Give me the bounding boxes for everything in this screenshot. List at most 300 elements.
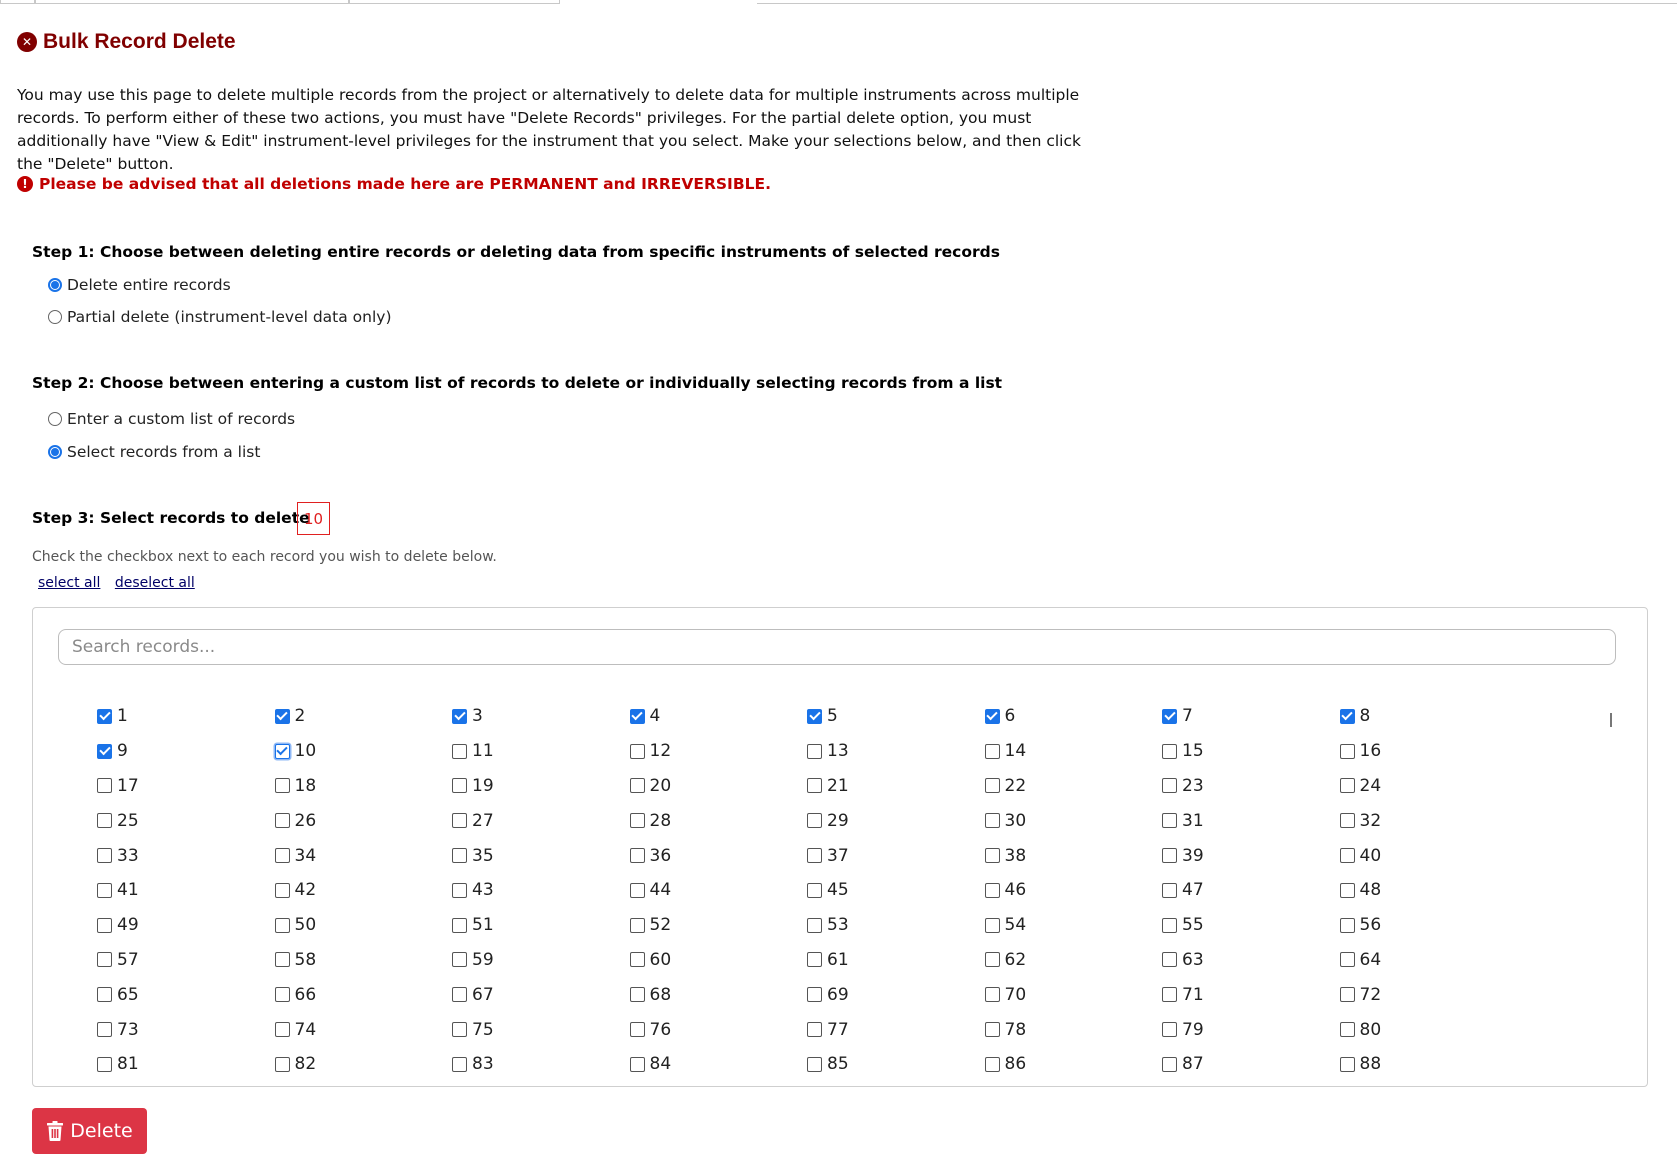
record-checkbox[interactable] bbox=[452, 918, 467, 933]
record-checkbox[interactable] bbox=[275, 813, 290, 828]
record-item[interactable] bbox=[630, 734, 808, 769]
record-label: 65 bbox=[117, 984, 139, 1005]
record-label: 36 bbox=[649, 845, 672, 866]
record-item[interactable] bbox=[1340, 1047, 1518, 1082]
record-label: 4 bbox=[649, 706, 661, 727]
record-item[interactable] bbox=[807, 1047, 985, 1082]
record-label: 68 bbox=[649, 984, 672, 1005]
scrollbar-thumb[interactable] bbox=[1610, 713, 1612, 727]
record-checkbox[interactable] bbox=[985, 1057, 1000, 1072]
record-checkbox[interactable] bbox=[630, 744, 645, 759]
record-item[interactable] bbox=[1162, 734, 1340, 769]
record-checkbox[interactable] bbox=[807, 883, 822, 898]
record-item[interactable] bbox=[97, 734, 275, 769]
record-checkbox[interactable] bbox=[985, 848, 1000, 863]
record-item[interactable] bbox=[985, 873, 1163, 908]
record-item[interactable] bbox=[985, 908, 1163, 943]
record-checkbox[interactable] bbox=[1340, 848, 1355, 863]
record-checkbox[interactable] bbox=[97, 987, 112, 1002]
record-checkbox[interactable] bbox=[275, 744, 290, 759]
record-label: 15 bbox=[1182, 741, 1204, 762]
radio-label: Delete entire records bbox=[67, 276, 231, 294]
record-label: 64 bbox=[1359, 949, 1382, 970]
step1-heading: Step 1: Choose between deleting entire records or deleting data from specific instruments of selected records bbox=[32, 243, 1000, 261]
record-checkbox[interactable] bbox=[630, 848, 645, 863]
record-label: 19 bbox=[472, 775, 494, 796]
record-item[interactable] bbox=[807, 769, 985, 804]
record-checkbox[interactable] bbox=[1340, 709, 1355, 724]
page-header bbox=[17, 28, 236, 56]
record-label: 9 bbox=[117, 741, 128, 762]
record-item[interactable] bbox=[630, 977, 808, 1012]
record-item[interactable] bbox=[97, 699, 275, 734]
tab-edge bbox=[0, 0, 36, 4]
record-item[interactable] bbox=[630, 873, 808, 908]
record-checkbox[interactable] bbox=[1162, 883, 1177, 898]
record-label: 21 bbox=[827, 775, 849, 796]
record-item[interactable] bbox=[275, 873, 453, 908]
record-label: 76 bbox=[649, 1019, 672, 1040]
record-item[interactable] bbox=[452, 1012, 630, 1047]
record-label: 48 bbox=[1359, 880, 1382, 901]
record-label: 12 bbox=[649, 741, 672, 762]
record-label: 37 bbox=[827, 845, 849, 866]
record-label: 51 bbox=[472, 915, 494, 936]
record-checkbox[interactable] bbox=[452, 813, 467, 828]
record-checkbox[interactable] bbox=[807, 848, 822, 863]
record-item[interactable] bbox=[1162, 803, 1340, 838]
record-label: 72 bbox=[1359, 984, 1382, 1005]
record-item[interactable] bbox=[452, 803, 630, 838]
record-label: 14 bbox=[1004, 741, 1027, 762]
record-label: 66 bbox=[294, 984, 317, 1005]
record-label: 88 bbox=[1359, 1054, 1382, 1075]
record-label: 10 bbox=[294, 741, 317, 762]
radio-button[interactable] bbox=[48, 278, 62, 292]
record-checkbox[interactable] bbox=[630, 813, 645, 828]
record-item[interactable] bbox=[630, 1047, 808, 1082]
record-checkbox[interactable] bbox=[985, 813, 1000, 828]
record-item[interactable] bbox=[275, 1047, 453, 1082]
record-checkbox[interactable] bbox=[630, 709, 645, 724]
record-label: 2 bbox=[294, 706, 306, 727]
record-checkbox[interactable] bbox=[630, 987, 645, 1002]
record-checkbox[interactable] bbox=[452, 848, 467, 863]
record-item[interactable] bbox=[97, 908, 275, 943]
record-checkbox[interactable] bbox=[807, 813, 822, 828]
record-checkbox[interactable] bbox=[630, 778, 645, 793]
record-checkbox[interactable] bbox=[985, 778, 1000, 793]
record-checkbox[interactable] bbox=[97, 1022, 112, 1037]
select-all-link[interactable]: select all bbox=[38, 575, 101, 591]
record-item[interactable] bbox=[1162, 1012, 1340, 1047]
record-label: 59 bbox=[472, 949, 494, 970]
record-checkbox[interactable] bbox=[630, 1022, 645, 1037]
record-label: 60 bbox=[649, 949, 672, 970]
record-checkbox[interactable] bbox=[97, 709, 112, 724]
radio-partial-delete[interactable] bbox=[48, 308, 392, 326]
record-checkbox[interactable] bbox=[1162, 848, 1177, 863]
record-checkbox[interactable] bbox=[985, 883, 1000, 898]
record-label: 77 bbox=[827, 1019, 849, 1040]
search-input[interactable] bbox=[58, 629, 1616, 665]
record-item[interactable] bbox=[1340, 838, 1518, 873]
delete-button-label: Delete bbox=[70, 1120, 133, 1142]
record-item[interactable] bbox=[1340, 977, 1518, 1012]
record-label: 47 bbox=[1182, 880, 1204, 901]
record-checkbox[interactable] bbox=[1340, 744, 1355, 759]
record-checkbox[interactable] bbox=[452, 1057, 467, 1072]
record-item[interactable] bbox=[452, 943, 630, 978]
record-item[interactable] bbox=[275, 908, 453, 943]
record-label: 16 bbox=[1359, 741, 1382, 762]
record-checkbox[interactable] bbox=[97, 1057, 112, 1072]
record-label: 41 bbox=[117, 880, 139, 901]
record-label: 49 bbox=[117, 915, 139, 936]
page-title: Bulk Record Delete bbox=[43, 30, 236, 53]
radio-button[interactable] bbox=[48, 445, 62, 459]
record-label: 23 bbox=[1182, 775, 1204, 796]
record-checkbox[interactable] bbox=[1162, 1022, 1177, 1037]
record-item[interactable] bbox=[807, 1012, 985, 1047]
record-checkbox[interactable] bbox=[985, 1022, 1000, 1037]
record-item[interactable] bbox=[630, 769, 808, 804]
radio-label: Select records from a list bbox=[67, 443, 261, 461]
step2-heading: Step 2: Choose between entering a custom list of records to delete or individually selecting records from a list bbox=[32, 374, 1003, 392]
record-checkbox[interactable] bbox=[97, 813, 112, 828]
record-item[interactable] bbox=[1340, 734, 1518, 769]
record-checkbox[interactable] bbox=[275, 848, 290, 863]
record-checkbox[interactable] bbox=[97, 918, 112, 933]
record-checkbox[interactable] bbox=[1340, 952, 1355, 967]
record-label: 55 bbox=[1182, 915, 1204, 936]
record-checkbox[interactable] bbox=[807, 918, 822, 933]
radio-label: Enter a custom list of records bbox=[67, 410, 296, 428]
record-label: 35 bbox=[472, 845, 494, 866]
record-label: 17 bbox=[117, 775, 139, 796]
record-label: 46 bbox=[1004, 880, 1027, 901]
record-item[interactable] bbox=[452, 873, 630, 908]
record-label: 26 bbox=[294, 810, 317, 831]
record-item[interactable] bbox=[1340, 803, 1518, 838]
record-label: 24 bbox=[1359, 775, 1382, 796]
record-checkbox[interactable] bbox=[1340, 778, 1355, 793]
record-checkbox[interactable] bbox=[985, 952, 1000, 967]
record-label: 25 bbox=[117, 810, 139, 831]
record-item[interactable] bbox=[807, 873, 985, 908]
record-label: 11 bbox=[472, 741, 494, 762]
record-item[interactable] bbox=[452, 908, 630, 943]
record-label: 54 bbox=[1004, 915, 1027, 936]
record-checkbox[interactable] bbox=[452, 709, 467, 724]
record-item[interactable] bbox=[807, 977, 985, 1012]
record-checkbox[interactable] bbox=[985, 987, 1000, 1002]
record-checkbox[interactable] bbox=[807, 744, 822, 759]
record-label: 40 bbox=[1359, 845, 1382, 866]
record-label: 57 bbox=[117, 949, 139, 970]
record-item[interactable] bbox=[97, 1047, 275, 1082]
record-item[interactable] bbox=[97, 1012, 275, 1047]
record-checkbox[interactable] bbox=[452, 744, 467, 759]
record-checkbox[interactable] bbox=[630, 883, 645, 898]
record-checkbox[interactable] bbox=[452, 883, 467, 898]
warning-text: Please be advised that all deletions made here are PERMANENT and IRREVERSIBLE. bbox=[39, 175, 771, 193]
record-checkbox[interactable] bbox=[807, 1022, 822, 1037]
record-checkbox[interactable] bbox=[97, 744, 112, 759]
record-label: 34 bbox=[294, 845, 317, 866]
tab-edge bbox=[348, 0, 560, 4]
record-item[interactable] bbox=[97, 838, 275, 873]
record-checkbox[interactable] bbox=[1162, 709, 1177, 724]
record-label: 39 bbox=[1182, 845, 1204, 866]
record-checkbox[interactable] bbox=[807, 778, 822, 793]
selected-count-badge: 10 bbox=[297, 502, 330, 535]
record-label: 28 bbox=[649, 810, 672, 831]
record-checkbox[interactable] bbox=[275, 1022, 290, 1037]
record-item[interactable] bbox=[452, 1047, 630, 1082]
circle-x-icon: ✕ bbox=[17, 32, 37, 52]
record-checkbox[interactable] bbox=[97, 952, 112, 967]
record-item[interactable] bbox=[1162, 977, 1340, 1012]
record-label: 63 bbox=[1182, 949, 1204, 970]
record-item[interactable] bbox=[452, 769, 630, 804]
records-panel bbox=[32, 607, 1648, 1087]
record-checkbox[interactable] bbox=[807, 987, 822, 1002]
record-label: 50 bbox=[294, 915, 317, 936]
record-item[interactable] bbox=[275, 699, 453, 734]
record-checkbox[interactable] bbox=[452, 778, 467, 793]
record-checkbox[interactable] bbox=[1340, 883, 1355, 898]
record-checkbox[interactable] bbox=[1340, 918, 1355, 933]
record-checkbox[interactable] bbox=[275, 709, 290, 724]
record-item[interactable] bbox=[275, 803, 453, 838]
record-label: 71 bbox=[1182, 984, 1204, 1005]
record-item[interactable] bbox=[452, 838, 630, 873]
record-item[interactable] bbox=[275, 1012, 453, 1047]
record-item[interactable] bbox=[452, 977, 630, 1012]
record-item[interactable] bbox=[452, 699, 630, 734]
record-item[interactable] bbox=[807, 803, 985, 838]
record-item[interactable] bbox=[985, 838, 1163, 873]
record-checkbox[interactable] bbox=[1340, 1057, 1355, 1072]
record-label: 44 bbox=[649, 880, 672, 901]
record-checkbox[interactable] bbox=[1340, 987, 1355, 1002]
record-item[interactable] bbox=[1162, 943, 1340, 978]
record-label: 82 bbox=[294, 1054, 317, 1075]
record-item[interactable] bbox=[1162, 838, 1340, 873]
record-checkbox[interactable] bbox=[97, 883, 112, 898]
record-item[interactable] bbox=[1340, 908, 1518, 943]
record-checkbox[interactable] bbox=[1162, 987, 1177, 1002]
record-label: 74 bbox=[294, 1019, 317, 1040]
record-label: 61 bbox=[827, 949, 849, 970]
radio-button[interactable] bbox=[48, 310, 62, 324]
record-label: 22 bbox=[1004, 775, 1027, 796]
radio-delete-entire[interactable] bbox=[48, 276, 231, 294]
record-item[interactable] bbox=[630, 699, 808, 734]
record-label: 45 bbox=[827, 880, 849, 901]
record-item[interactable] bbox=[275, 769, 453, 804]
record-checkbox[interactable] bbox=[452, 987, 467, 1002]
record-checkbox[interactable] bbox=[275, 1057, 290, 1072]
record-label: 67 bbox=[472, 984, 494, 1005]
record-checkbox[interactable] bbox=[630, 918, 645, 933]
record-item[interactable] bbox=[97, 769, 275, 804]
radio-button[interactable] bbox=[48, 412, 62, 426]
record-item[interactable] bbox=[807, 734, 985, 769]
record-label: 83 bbox=[472, 1054, 494, 1075]
record-item[interactable] bbox=[97, 977, 275, 1012]
record-label: 3 bbox=[472, 706, 483, 727]
record-item[interactable] bbox=[1340, 873, 1518, 908]
record-item[interactable] bbox=[275, 838, 453, 873]
record-item[interactable] bbox=[807, 943, 985, 978]
record-checkbox[interactable] bbox=[275, 952, 290, 967]
record-label: 86 bbox=[1004, 1054, 1027, 1075]
record-item[interactable] bbox=[275, 734, 453, 769]
tab-baseline bbox=[757, 3, 1677, 4]
record-label: 6 bbox=[1004, 706, 1016, 727]
record-item[interactable] bbox=[807, 908, 985, 943]
record-checkbox[interactable] bbox=[630, 952, 645, 967]
record-item[interactable] bbox=[807, 699, 985, 734]
record-checkbox[interactable] bbox=[1162, 918, 1177, 933]
delete-button[interactable] bbox=[32, 1108, 147, 1154]
record-label: 7 bbox=[1182, 706, 1193, 727]
record-item[interactable] bbox=[985, 977, 1163, 1012]
record-checkbox[interactable] bbox=[1340, 813, 1355, 828]
record-checkbox[interactable] bbox=[452, 952, 467, 967]
record-item[interactable] bbox=[1162, 699, 1340, 734]
record-item[interactable] bbox=[985, 1012, 1163, 1047]
record-label: 31 bbox=[1182, 810, 1204, 831]
record-checkbox[interactable] bbox=[1162, 778, 1177, 793]
radio-custom-list[interactable] bbox=[48, 410, 295, 428]
record-label: 69 bbox=[827, 984, 849, 1005]
record-item[interactable] bbox=[97, 943, 275, 978]
record-item[interactable] bbox=[275, 977, 453, 1012]
warning-message bbox=[17, 175, 771, 193]
record-label: 5 bbox=[827, 706, 838, 727]
record-label: 27 bbox=[472, 810, 494, 831]
record-item[interactable] bbox=[985, 699, 1163, 734]
exclamation-circle-icon: ! bbox=[17, 176, 33, 192]
record-label: 52 bbox=[649, 915, 672, 936]
record-label: 1 bbox=[117, 706, 128, 727]
record-item[interactable] bbox=[630, 1012, 808, 1047]
record-item[interactable] bbox=[985, 1047, 1163, 1082]
record-label: 84 bbox=[649, 1054, 672, 1075]
record-label: 29 bbox=[827, 810, 849, 831]
record-label: 8 bbox=[1359, 706, 1371, 727]
record-label: 13 bbox=[827, 741, 849, 762]
record-item[interactable] bbox=[1162, 873, 1340, 908]
record-checkbox[interactable] bbox=[97, 778, 112, 793]
record-item[interactable] bbox=[452, 734, 630, 769]
record-item[interactable] bbox=[985, 943, 1163, 978]
record-checkbox[interactable] bbox=[807, 709, 822, 724]
record-checkbox[interactable] bbox=[275, 778, 290, 793]
record-item[interactable] bbox=[985, 803, 1163, 838]
record-label: 20 bbox=[649, 775, 672, 796]
record-item[interactable] bbox=[985, 769, 1163, 804]
record-checkbox[interactable] bbox=[275, 987, 290, 1002]
record-checkbox[interactable] bbox=[275, 883, 290, 898]
record-label: 33 bbox=[117, 845, 139, 866]
record-label: 75 bbox=[472, 1019, 494, 1040]
tab-edge bbox=[34, 0, 350, 4]
record-checkbox[interactable] bbox=[807, 1057, 822, 1072]
record-item[interactable] bbox=[630, 943, 808, 978]
record-checkbox[interactable] bbox=[1162, 813, 1177, 828]
record-checkbox[interactable] bbox=[1162, 952, 1177, 967]
record-label: 73 bbox=[117, 1019, 139, 1040]
record-item[interactable] bbox=[630, 838, 808, 873]
record-label: 81 bbox=[117, 1054, 139, 1075]
record-checkbox[interactable] bbox=[1340, 1022, 1355, 1037]
record-item[interactable] bbox=[985, 734, 1163, 769]
record-checkbox[interactable] bbox=[807, 952, 822, 967]
step3-hint: Check the checkbox next to each record you wish to delete below. bbox=[32, 549, 497, 565]
record-checkbox[interactable] bbox=[275, 918, 290, 933]
record-checkbox[interactable] bbox=[630, 1057, 645, 1072]
record-checkbox[interactable] bbox=[1162, 1057, 1177, 1072]
record-item[interactable] bbox=[1340, 1012, 1518, 1047]
record-checkbox[interactable] bbox=[1162, 744, 1177, 759]
record-item[interactable] bbox=[630, 803, 808, 838]
record-item[interactable] bbox=[1340, 699, 1518, 734]
record-checkbox[interactable] bbox=[452, 1022, 467, 1037]
record-item[interactable] bbox=[1340, 769, 1518, 804]
record-label: 78 bbox=[1004, 1019, 1027, 1040]
record-label: 70 bbox=[1004, 984, 1027, 1005]
record-label: 32 bbox=[1359, 810, 1382, 831]
record-item[interactable] bbox=[807, 838, 985, 873]
record-label: 56 bbox=[1359, 915, 1382, 936]
radio-select-list[interactable] bbox=[48, 443, 260, 461]
record-checkbox[interactable] bbox=[97, 848, 112, 863]
record-label: 62 bbox=[1004, 949, 1027, 970]
radio-label: Partial delete (instrument-level data only) bbox=[67, 308, 392, 326]
intro-text: You may use this page to delete multiple records from the project or alternatively to delete data for multiple instruments across multiple records. To perform either of these two actions, you must have "Delete Records" privileges. For the partial delete option, you must additionally have "View & Edit" instrument-level privileges for the instrument that you select. Make your selections below, and then click the "Delete" button. bbox=[17, 86, 1081, 173]
record-label: 30 bbox=[1004, 810, 1027, 831]
deselect-all-link[interactable]: deselect all bbox=[114, 575, 195, 591]
record-label: 85 bbox=[827, 1054, 849, 1075]
record-item[interactable] bbox=[97, 803, 275, 838]
record-label: 79 bbox=[1182, 1019, 1204, 1040]
record-item[interactable] bbox=[630, 908, 808, 943]
record-label: 18 bbox=[294, 775, 317, 796]
step3-heading: Step 3: Select records to delete bbox=[32, 509, 310, 527]
record-item[interactable] bbox=[1162, 908, 1340, 943]
record-label: 87 bbox=[1182, 1054, 1204, 1075]
record-item[interactable] bbox=[1162, 1047, 1340, 1082]
record-label: 58 bbox=[294, 949, 317, 970]
record-item[interactable] bbox=[275, 943, 453, 978]
record-checkbox[interactable] bbox=[985, 744, 1000, 759]
record-checkbox[interactable] bbox=[985, 918, 1000, 933]
record-item[interactable] bbox=[1162, 769, 1340, 804]
record-label: 42 bbox=[294, 880, 317, 901]
record-grid bbox=[97, 699, 1517, 1082]
record-label: 53 bbox=[827, 915, 849, 936]
record-label: 80 bbox=[1359, 1019, 1382, 1040]
record-item[interactable] bbox=[97, 873, 275, 908]
trash-icon bbox=[46, 1121, 64, 1141]
record-item[interactable] bbox=[1340, 943, 1518, 978]
record-checkbox[interactable] bbox=[985, 709, 1000, 724]
select-links bbox=[38, 575, 205, 591]
